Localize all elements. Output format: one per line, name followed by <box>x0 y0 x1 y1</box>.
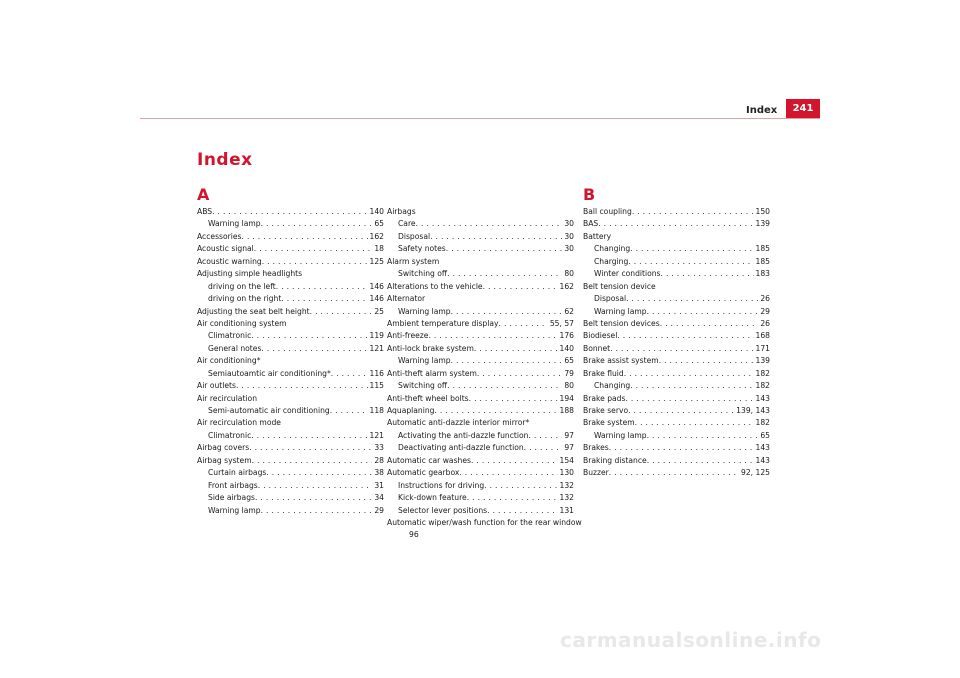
index-subentry <box>583 268 770 280</box>
dot-leader <box>446 243 563 255</box>
entry-page: 140 <box>369 207 384 216</box>
dot-leader <box>447 380 562 392</box>
entry-page: 154 <box>559 455 574 465</box>
entry-term: Warning lamp <box>398 306 451 316</box>
entry-page: 162 <box>369 231 384 241</box>
index-heading: Air conditioning system <box>197 318 287 328</box>
index-entry <box>583 330 770 342</box>
dot-leader <box>254 243 373 255</box>
index-subentry <box>583 306 770 318</box>
index-column-1 <box>197 184 384 517</box>
dot-leader <box>647 430 759 442</box>
entry-term: driving on the left <box>208 281 276 291</box>
entry-page: 92, 125 <box>741 468 770 478</box>
entry-term: ABS <box>197 207 213 216</box>
entry-term: Brake servo <box>583 406 629 415</box>
entry-page: 55, 57 <box>549 318 574 328</box>
index-entry <box>583 343 770 355</box>
entry-term: Warning lamp <box>208 219 261 229</box>
entry-term: Ball coupling <box>583 207 632 216</box>
index-subentry <box>583 256 770 268</box>
dot-leader <box>266 467 372 479</box>
entry-page: 118 <box>369 406 384 415</box>
dot-leader <box>660 318 759 330</box>
entry-page: 194 <box>559 393 574 403</box>
entry-term: Brake system <box>583 418 635 428</box>
index-subentry <box>387 380 574 392</box>
dot-leader <box>281 293 367 305</box>
dot-leader <box>276 281 368 293</box>
index-subentry <box>387 505 574 517</box>
entry-term: Climatronic <box>208 331 252 341</box>
index-entry <box>197 256 384 268</box>
entry-term: Brake assist system <box>583 356 659 366</box>
dot-leader <box>251 430 367 442</box>
index-subentry <box>387 268 574 280</box>
entry-page: 80 <box>564 381 574 391</box>
index-subentry <box>583 380 770 392</box>
dot-leader <box>483 281 558 293</box>
index-entry <box>583 417 770 429</box>
index-subentry <box>583 430 770 442</box>
entry-term: Disposal <box>398 231 431 241</box>
entry-term: Brakes <box>583 443 609 453</box>
entry-page: 34 <box>374 493 384 503</box>
entry-page: 171 <box>755 343 770 353</box>
dot-leader <box>647 306 759 318</box>
dot-leader <box>249 442 372 454</box>
entry-term: Side airbags <box>208 493 255 503</box>
index-subentry <box>197 467 384 479</box>
entry-term: Anti-lock brake system <box>387 343 474 353</box>
index-heading: Airbags <box>387 207 416 216</box>
entry-page: 132 <box>559 493 574 503</box>
dot-leader <box>252 455 373 467</box>
entry-page: 139 <box>755 219 770 229</box>
dot-leader <box>630 380 753 392</box>
entry-page: 30 <box>564 244 574 254</box>
entry-term: Accessories <box>197 231 242 241</box>
index-entry <box>387 343 574 355</box>
dot-leader <box>261 343 367 355</box>
entry-term: Charging <box>594 256 629 266</box>
entry-page: 121 <box>369 430 384 440</box>
entry-page: 62 <box>564 306 574 316</box>
entry-term: Brake fluid <box>583 368 624 378</box>
entry-term: Deactivating anti-dazzle function <box>398 443 524 453</box>
dot-leader <box>659 355 754 367</box>
dot-leader <box>261 218 373 230</box>
dot-leader <box>628 256 753 268</box>
index-subentry <box>197 492 384 504</box>
index-heading: Adjusting simple headlights <box>197 269 303 279</box>
index-heading: Air conditioning* <box>197 356 261 366</box>
dot-leader <box>258 480 373 492</box>
entry-term: Activating the anti-dazzle function <box>398 430 529 440</box>
dot-leader <box>435 405 558 417</box>
entry-page: 130 <box>559 468 574 478</box>
index-subentry <box>197 405 384 417</box>
entry-page: 143 <box>755 443 770 453</box>
dot-leader <box>528 430 562 442</box>
entry-term: Ambient temperature display <box>387 318 499 328</box>
entry-page: 139 <box>755 356 770 366</box>
entry-page: 26 <box>760 318 770 328</box>
index-entry <box>387 393 574 405</box>
entry-term: Anti-freeze <box>387 331 429 341</box>
index-entry <box>583 206 770 218</box>
index-subentry <box>197 343 384 355</box>
index-subentry <box>583 243 770 255</box>
entry-term: Selector lever positions <box>398 505 488 515</box>
dot-leader <box>331 368 368 380</box>
index-entry <box>197 206 384 218</box>
entry-page: 97 <box>564 443 574 453</box>
entry-term: Bonnet <box>583 343 611 353</box>
entry-term: Instructions for driving <box>398 480 485 490</box>
dot-leader <box>661 268 754 280</box>
entry-page: 139, 143 <box>736 406 770 415</box>
dot-leader <box>625 393 753 405</box>
entry-term: Acoustic warning <box>197 256 262 266</box>
entry-term: Front airbags <box>208 480 258 490</box>
index-entry <box>387 467 574 479</box>
entry-term: Airbag covers <box>197 443 250 453</box>
dot-leader <box>524 442 563 454</box>
entry-page: 97 <box>564 430 574 440</box>
dot-leader <box>598 218 753 230</box>
entry-page: 38 <box>374 468 384 478</box>
entry-term: Automatic car washes <box>387 455 471 465</box>
entry-page: 182 <box>755 381 770 391</box>
index-entry <box>197 306 384 318</box>
entry-term: Safety notes <box>398 244 446 254</box>
dot-leader <box>459 467 557 479</box>
index-entry <box>197 455 384 467</box>
index-subentry <box>197 330 384 342</box>
entry-page: 65 <box>564 356 574 366</box>
dot-leader <box>499 318 548 330</box>
index-entry <box>387 330 574 342</box>
entry-page: 18 <box>374 244 384 254</box>
entry-page: 162 <box>559 281 574 291</box>
entry-page: 183 <box>755 269 770 279</box>
entry-page: 176 <box>559 331 574 341</box>
entry-term: Disposal <box>594 294 627 304</box>
entry-page: 79 <box>564 368 574 378</box>
dot-leader <box>330 405 368 417</box>
entry-term: driving on the right <box>208 294 282 304</box>
entry-page: 116 <box>369 368 384 378</box>
entry-term: Changing <box>594 381 631 391</box>
entry-term: Warning lamp <box>398 356 451 366</box>
entry-page: 132 <box>559 480 574 490</box>
entry-page: 80 <box>564 269 574 279</box>
entry-term: Semiautoamtic air conditioning* <box>208 368 331 378</box>
entry-term: Aquaplaning <box>387 406 435 415</box>
entry-page: 143 <box>755 455 770 465</box>
entry-page: 185 <box>755 256 770 266</box>
index-subentry <box>387 218 574 230</box>
dot-leader <box>647 455 754 467</box>
dot-leader <box>477 368 562 380</box>
index-entry <box>197 442 384 454</box>
entry-term: Anti-theft wheel bolts <box>387 393 469 403</box>
dot-leader <box>617 330 753 342</box>
index-subentry <box>387 492 574 504</box>
dot-leader <box>632 206 754 218</box>
index-subentry <box>387 480 574 492</box>
index-column-3 <box>583 184 770 480</box>
header-title: Index <box>746 105 778 116</box>
entry-page: 146 <box>369 294 384 304</box>
index-entry <box>387 455 574 467</box>
index-heading: Air recirculation mode <box>197 418 281 428</box>
entry-term: Warning lamp <box>594 306 647 316</box>
index-entry <box>197 231 384 243</box>
dot-leader <box>310 306 373 318</box>
entry-page: 29 <box>374 505 384 515</box>
entry-term: Winter conditions <box>594 269 661 279</box>
dot-leader <box>428 330 557 342</box>
dot-leader <box>474 343 558 355</box>
header-rule <box>140 118 820 119</box>
dot-leader <box>451 355 563 367</box>
entry-term: Warning lamp <box>594 430 647 440</box>
dot-leader <box>242 231 368 243</box>
index-entry <box>583 368 770 380</box>
entry-term: Brake pads <box>583 393 626 403</box>
entry-term: Acoustic signal <box>197 244 254 254</box>
index-subentry <box>583 293 770 305</box>
entry-page: 188 <box>559 406 574 415</box>
entry-term: General notes <box>208 343 262 353</box>
index-subentry <box>197 505 384 517</box>
dot-leader <box>635 417 754 429</box>
entry-term: Kick-down feature <box>398 493 467 503</box>
index-subentry <box>387 243 574 255</box>
entry-term: Biodiesel <box>583 331 618 341</box>
index-entry <box>197 243 384 255</box>
entry-term: Care <box>398 219 416 229</box>
entry-page: 30 <box>564 231 574 241</box>
index-entry <box>583 442 770 454</box>
entry-term: Buzzer <box>583 468 609 478</box>
index-letter: B <box>583 185 596 204</box>
index-subentry <box>197 368 384 380</box>
index-subentry <box>387 442 574 454</box>
entry-page: 65 <box>374 219 384 229</box>
dot-leader <box>212 206 367 218</box>
dot-leader <box>484 480 557 492</box>
entry-term: Automatic gearbox <box>387 468 460 478</box>
entry-term: Curtain airbags <box>208 468 267 478</box>
entry-term: Switching off <box>398 269 448 279</box>
dot-leader <box>471 455 558 467</box>
index-heading: 96 <box>409 530 419 540</box>
index-entry <box>387 368 574 380</box>
dot-leader <box>469 393 558 405</box>
entry-page: 140 <box>559 343 574 353</box>
index-entry <box>583 318 770 330</box>
index-entry <box>387 318 574 330</box>
dot-leader <box>262 256 368 268</box>
index-subentry <box>387 231 574 243</box>
entry-page: 28 <box>374 455 384 465</box>
entry-term: BAS <box>583 219 599 229</box>
entry-term: Alterations to the vehicle <box>387 281 483 291</box>
entry-term: Belt tension devices <box>583 318 660 328</box>
entry-page: 29 <box>760 306 770 316</box>
dot-leader <box>610 343 753 355</box>
index-heading: Battery <box>583 231 612 241</box>
dot-leader <box>447 268 562 280</box>
entry-page: 143 <box>755 393 770 403</box>
page-title: Index <box>197 150 253 170</box>
index-entry <box>197 380 384 392</box>
index-letter: A <box>197 185 210 204</box>
index-heading: Automatic wiper/wash function for the rear window <box>387 517 582 527</box>
entry-term: Anti-theft alarm system <box>387 368 477 378</box>
index-subentry <box>197 430 384 442</box>
entry-term: Braking distance <box>583 455 647 465</box>
entry-term: Airbag system <box>197 455 252 465</box>
index-heading: Air recirculation <box>197 393 258 403</box>
dot-leader <box>624 368 754 380</box>
index-entry <box>583 455 770 467</box>
entry-page: 65 <box>760 430 770 440</box>
dot-leader <box>416 218 563 230</box>
index-entry <box>583 405 770 417</box>
entry-page: 26 <box>760 294 770 304</box>
entry-term: Adjusting the seat belt height <box>197 306 310 316</box>
index-subentry <box>197 218 384 230</box>
dot-leader <box>451 306 563 318</box>
index-entry <box>387 281 574 293</box>
entry-page: 182 <box>755 418 770 428</box>
entry-page: 30 <box>564 219 574 229</box>
index-heading: Alternator <box>387 294 426 304</box>
dot-leader <box>255 492 372 504</box>
index-entry <box>387 405 574 417</box>
index-subentry <box>387 355 574 367</box>
index-subentry <box>197 480 384 492</box>
index-subentry <box>197 281 384 293</box>
dot-leader <box>630 243 753 255</box>
dot-leader <box>236 380 368 392</box>
entry-page: 168 <box>755 331 770 341</box>
index-heading: Belt tension device <box>583 281 656 291</box>
index-subentry <box>387 430 574 442</box>
entry-page: 31 <box>374 480 384 490</box>
dot-leader <box>609 467 739 479</box>
entry-term: Changing <box>594 244 631 254</box>
index-letter <box>387 184 574 206</box>
entry-page: 33 <box>374 443 384 453</box>
dot-leader <box>628 405 734 417</box>
entry-page: 185 <box>755 244 770 254</box>
entry-page: 121 <box>369 343 384 353</box>
watermark: carmanualsonline.info <box>560 628 822 652</box>
index-entry <box>583 218 770 230</box>
index-subentry <box>197 293 384 305</box>
entry-term: Climatronic <box>208 430 252 440</box>
dot-leader <box>626 293 758 305</box>
dot-leader <box>251 330 367 342</box>
dot-leader <box>609 442 754 454</box>
page-number-badge: 241 <box>786 99 820 118</box>
dot-leader <box>430 231 562 243</box>
entry-page: 119 <box>369 331 384 341</box>
index-column-2 <box>387 184 582 542</box>
index-heading: Automatic anti-dazzle interior mirror* <box>387 418 530 428</box>
index-entry <box>583 393 770 405</box>
entry-term: Semi-automatic air conditioning <box>208 406 330 415</box>
index-heading: Alarm system <box>387 256 440 266</box>
entry-page: 131 <box>559 505 574 515</box>
dot-leader <box>487 505 557 517</box>
entry-page: 25 <box>374 306 384 316</box>
entry-page: 150 <box>755 207 770 216</box>
index-entry <box>583 355 770 367</box>
entry-page: 125 <box>369 256 384 266</box>
index-subentry <box>387 306 574 318</box>
entry-page: 182 <box>755 368 770 378</box>
dot-leader <box>261 505 373 517</box>
entry-page: 115 <box>369 381 384 391</box>
entry-term: Switching off <box>398 381 448 391</box>
entry-term: Warning lamp <box>208 505 261 515</box>
dot-leader <box>467 492 558 504</box>
entry-page: 146 <box>369 281 384 291</box>
index-entry <box>583 467 770 479</box>
entry-term: Air outlets <box>197 381 236 391</box>
